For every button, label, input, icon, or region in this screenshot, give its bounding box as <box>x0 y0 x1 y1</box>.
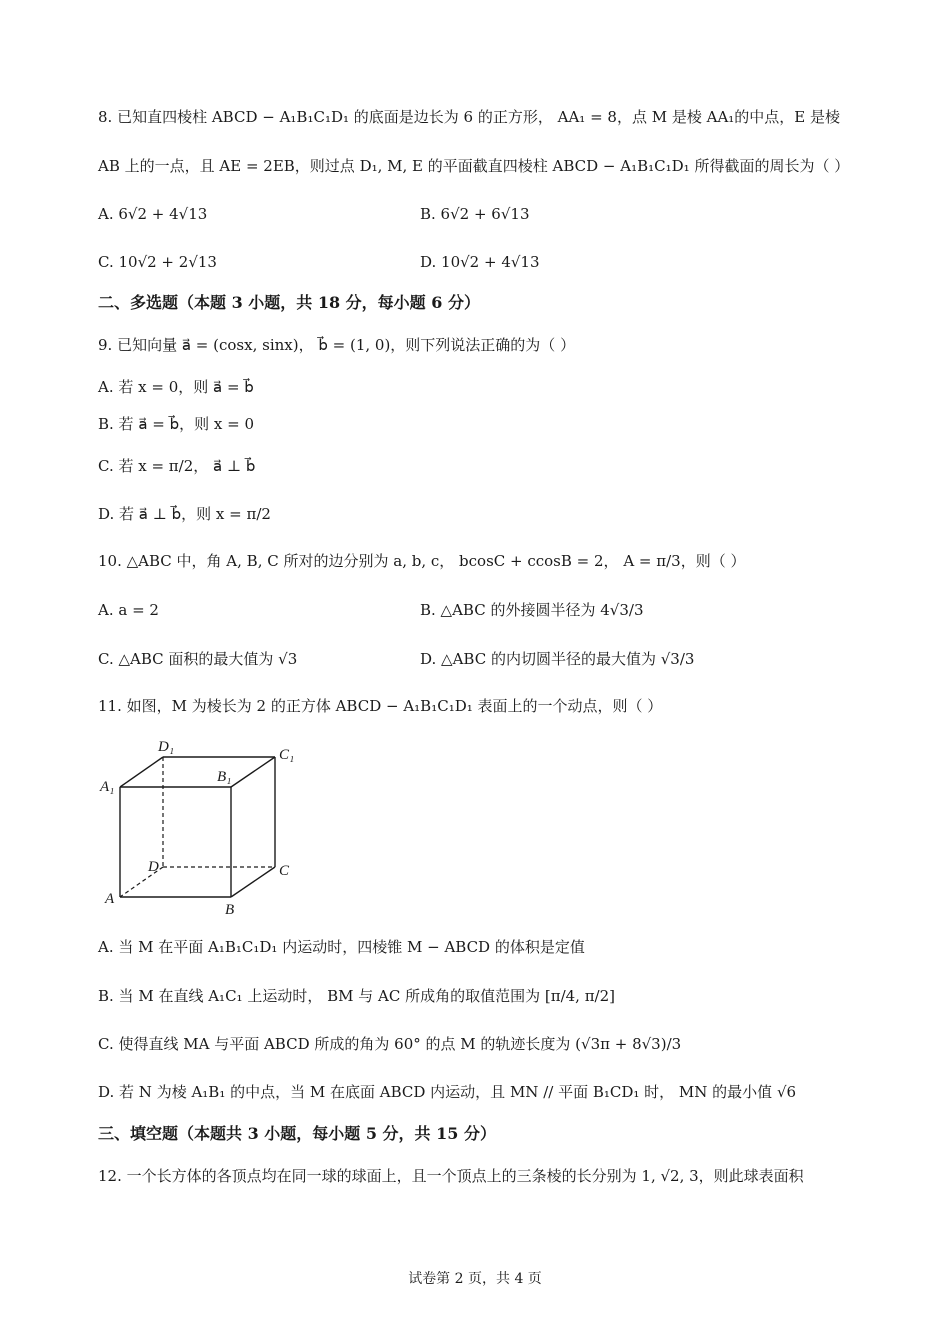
q10-option-a: A. a = 2 <box>98 601 159 619</box>
cube-edge <box>120 757 163 787</box>
q8-option-a: A. 6√2 + 4√13 <box>98 205 208 223</box>
q10-stem: 10. △ABC 中，角 A, B, C 所对的边分别为 a, b, c， bcosC + ccosB = 2， A = π/3，则（ ） <box>98 552 746 570</box>
q9-stem: 9. 已知向量 a⃗ = (cosx, sinx)， b⃗ = (1, 0)，则下列说法正确的为（ ） <box>98 336 576 354</box>
q9-option-a: A. 若 x = 0，则 a⃗ = b⃗ <box>98 378 254 396</box>
section-fill-in-heading: 三、填空题（本题共 3 小题，每小题 5 分，共 15 分） <box>98 1124 496 1143</box>
q11-stem: 11. 如图，M 为棱长为 2 的正方体 ABCD − A₁B₁C₁D₁ 表面上的一个动点，则（ ） <box>98 697 663 715</box>
cube-edge <box>231 757 275 787</box>
q12-stem: 12. 一个长方体的各顶点均在同一球的球面上，且一个顶点上的三条棱的长分别为 1, √2, 3，则此球表面积 <box>98 1167 804 1185</box>
q9-option-b: B. 若 a⃗ = b⃗，则 x = 0 <box>98 415 255 433</box>
q8-stem-line1: 8. 已知直四棱柱 ABCD − A₁B₁C₁D₁ 的底面是边长为 6 的正方形， AA₁ = 8，点 M 是棱 AA₁的中点，E 是棱 <box>98 108 841 126</box>
cube-edge <box>231 867 275 897</box>
section-multiple-choice-heading: 二、多选题（本题 3 小题，共 18 分，每小题 6 分） <box>98 293 480 312</box>
q8-stem-line2: AB 上的一点，且 AE = 2EB，则过点 D₁, M, E 的平面截直四棱柱 ABCD − A₁B₁C₁D₁ 所得截面的周长为（ ） <box>98 157 850 175</box>
q9-option-d: D. 若 a⃗ ⊥ b⃗，则 x = π/2 <box>98 505 271 523</box>
vertex-label-b1: B₁ <box>217 769 232 785</box>
q10-option-d: D. △ABC 的内切圆半径的最大值为 √3/3 <box>420 650 695 668</box>
vertex-label-d1: D₁ <box>158 739 175 755</box>
vertex-label-c: C <box>279 863 290 879</box>
q8-option-d: D. 10√2 + 4√13 <box>420 253 540 271</box>
q11-option-b: B. 当 M 在直线 A₁C₁ 上运动时， BM 与 AC 所成角的取值范围为 [π/4, π/2] <box>98 987 616 1005</box>
q8-option-b: B. 6√2 + 6√13 <box>420 205 530 223</box>
q11-option-c: C. 使得直线 MA 与平面 ABCD 所成的角为 60° 的点 M 的轨迹长度为 (√3π + 8√3)/3 <box>98 1035 682 1053</box>
q10-option-b: B. △ABC 的外接圆半径为 4√3/3 <box>420 601 644 619</box>
vertex-label-c1: C₁ <box>279 747 295 763</box>
q9-option-c: C. 若 x = π/2， a⃗ ⊥ b⃗ <box>98 457 256 475</box>
vertex-label-a1: A₁ <box>100 779 115 795</box>
cube-figure <box>95 735 310 920</box>
q10-option-c: C. △ABC 面积的最大值为 √3 <box>98 650 298 668</box>
vertex-label-d: D <box>148 859 159 875</box>
vertex-label-a: A <box>105 891 115 907</box>
q11-option-d: D. 若 N 为棱 A₁B₁ 的中点，当 M 在底面 ABCD 内运动，且 MN // 平面 B₁CD₁ 时， MN 的最小值 √6 <box>98 1083 797 1101</box>
q8-option-c: C. 10√2 + 2√13 <box>98 253 217 271</box>
q11-option-a: A. 当 M 在平面 A₁B₁C₁D₁ 内运动时，四棱锥 M − ABCD 的体积是定值 <box>98 938 585 956</box>
vertex-label-b: B <box>225 902 235 918</box>
page-footer: 试卷第 2 页，共 4 页 <box>408 1271 542 1287</box>
